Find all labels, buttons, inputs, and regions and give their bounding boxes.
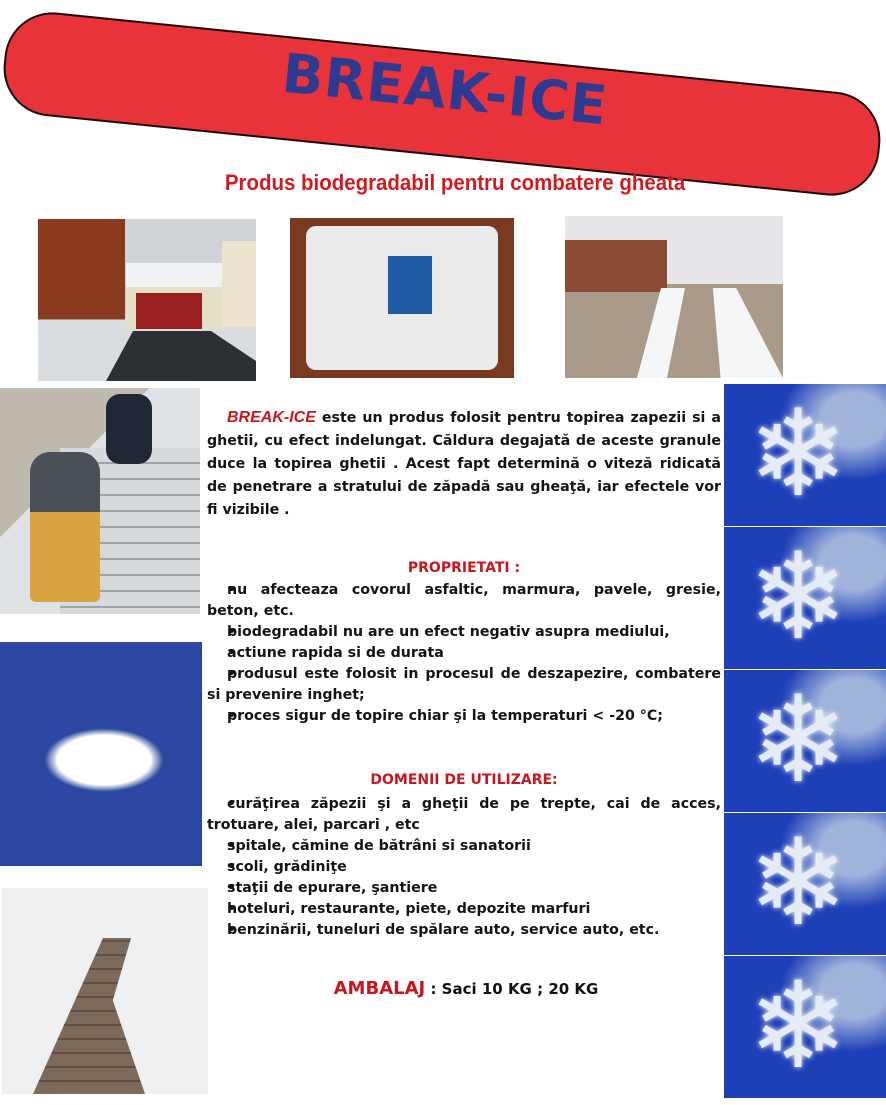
brand-name: BREAK-ICE <box>227 409 316 426</box>
properties-heading: PROPRIETATI : <box>407 560 521 576</box>
packaging-label: AMBALAJ <box>333 978 426 999</box>
snowflake-photo <box>724 527 886 669</box>
bullet-icon <box>207 857 227 878</box>
page-subtitle: Produs biodegradabil pentru combatere gheata <box>224 170 686 195</box>
snowflake-photo <box>724 813 886 955</box>
snowflake-icon: ❄ <box>748 528 849 667</box>
list-item: •scoli, grădiniţe <box>207 857 721 878</box>
list-item: •spitale, cămine de bătrâni si sanatorii <box>207 836 721 857</box>
list-item: •staţii de epurare, şantiere <box>207 878 721 899</box>
packaging-text: : Saci 10 KG ; 20 KG <box>425 980 599 998</box>
bullet-icon <box>207 580 227 601</box>
product-bag-photo <box>290 218 514 378</box>
bullet-icon <box>207 622 227 643</box>
properties-list <box>207 580 721 727</box>
list-item: •produsul este folosit in procesul de deszapezire, combatere si prevenire inghet; <box>207 664 721 706</box>
list-item: •actiune rapida si de durata <box>207 643 721 664</box>
bullet-icon <box>207 836 227 857</box>
snowflake-icon: ❄ <box>748 957 849 1096</box>
bullet-icon <box>207 920 227 941</box>
snowflake-photo <box>724 384 886 526</box>
snowflake-photo <box>724 956 886 1098</box>
bullet-icon <box>207 899 227 920</box>
snowflake-icon: ❄ <box>748 814 849 953</box>
list-item: •curăţirea zăpezii şi a gheţii de pe trepte, cai de acces, trotuare, alei, parcari , etc <box>207 794 721 836</box>
usage-list <box>207 794 721 941</box>
snowflake-photo <box>724 670 886 812</box>
cleared-walkway-photo <box>2 888 208 1094</box>
icy-stairs-photo <box>0 388 200 614</box>
banner-title: BREAK-ICE <box>279 41 611 138</box>
snowflake-icon: ❄ <box>748 671 849 810</box>
intro-text: este un produs folosit pentru topirea zapezii si a ghetii, cu efect indelungat. Căldura degajată de aceste granule duce la topirea ghetii . Acest fapt determină o viteză ridicată de penetrare a stratului de zăpadă sau gheaţă, iar efectele vor fi vizibile . <box>207 410 721 518</box>
bullet-icon <box>207 794 227 815</box>
bullet-icon <box>207 706 227 727</box>
white-pellets-photo <box>0 642 202 866</box>
bullet-icon <box>207 878 227 899</box>
packaging-info <box>207 978 721 999</box>
bullet-icon <box>207 664 227 685</box>
snowflake-icon: ❄ <box>748 385 849 524</box>
house-driveway-photo <box>38 219 256 381</box>
list-item: •proces sigur de topire chiar şi la temperaturi < -20 °C; <box>207 706 721 727</box>
list-item: •benzinării, tuneluri de spălare auto, service auto, etc. <box>207 920 721 941</box>
intro-paragraph <box>207 406 721 522</box>
cleared-ramp-photo <box>565 216 783 378</box>
list-item: •hoteluri, restaurante, piete, depozite marfuri <box>207 899 721 920</box>
usage-heading: DOMENII DE UTILIZARE: <box>370 772 558 788</box>
bullet-icon <box>207 643 227 664</box>
list-item: •biodegradabil nu are un efect negativ asupra mediului, <box>207 622 721 643</box>
snowflake-strip <box>724 384 886 1104</box>
list-item: •nu afecteaza covorul asfaltic, marmura, pavele, gresie, beton, etc. <box>207 580 721 622</box>
